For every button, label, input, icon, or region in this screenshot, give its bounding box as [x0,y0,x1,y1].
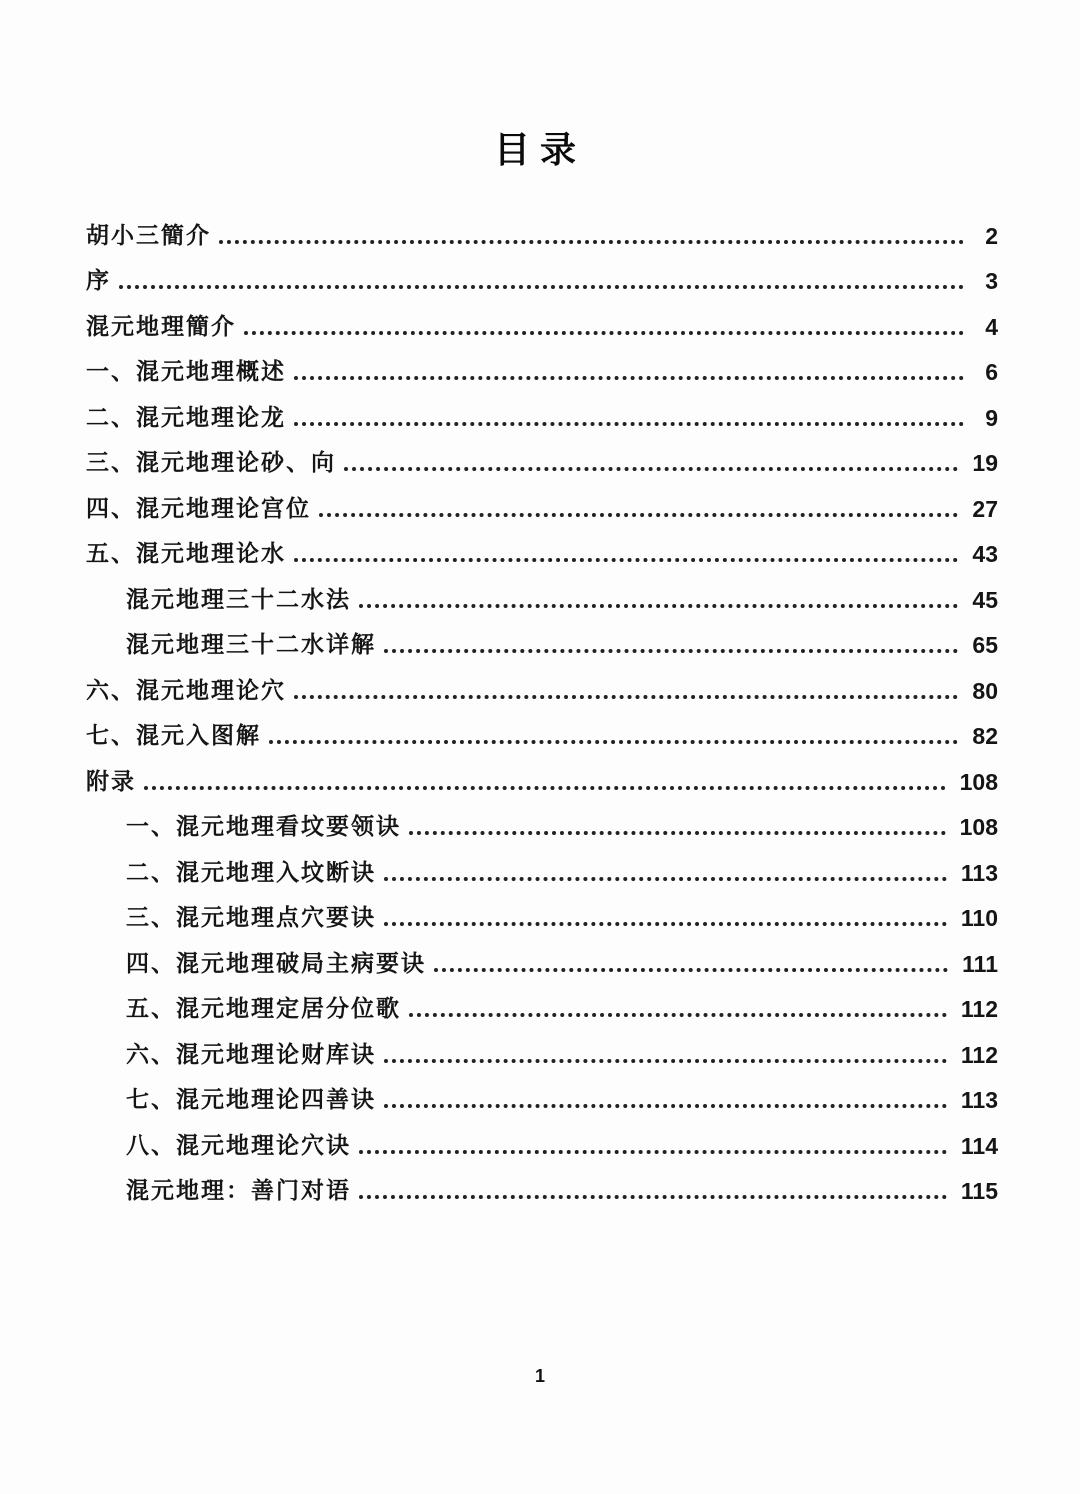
toc-entry-title: 四、混元地理论宫位 [86,495,311,522]
toc-entry [86,1160,998,1206]
toc-leader-dots [409,1013,947,1017]
toc-leader-dots [384,649,958,653]
toc-entry-title: 二、混元地理入坟断诀 [126,859,376,886]
toc-entry [86,341,998,387]
toc-entry-page: 108 [959,768,998,795]
toc-leader-dots [434,968,948,972]
toc-entry [86,841,998,887]
toc-entry [86,1114,998,1160]
toc-entry [86,705,998,751]
toc-leader-dots [294,558,958,562]
toc-leader-dots [244,331,964,335]
toc-leader-dots [384,1104,947,1108]
toc-entry [86,523,998,569]
toc-entry-page: 3 [985,268,998,294]
toc-leader-dots [384,1059,947,1063]
toc-entry [86,477,998,523]
toc-entry [86,204,998,250]
toc-entry-page: 19 [972,450,998,476]
table-of-contents [86,204,998,1205]
toc-entry-page: 115 [960,1178,998,1204]
toc-entry-title: 混元地理三十二水法 [126,586,351,613]
toc-entry-page: 111 [962,950,998,977]
toc-entry-page: 4 [985,313,998,340]
toc-leader-dots [384,922,947,926]
toc-entry-title: 混元地理：善门对语 [126,1178,351,1204]
toc-entry-page: 112 [960,1041,998,1068]
toc-entry [86,568,998,614]
toc-leader-dots [319,513,958,517]
toc-entry-page: 27 [972,495,998,522]
toc-entry-title: 六、混元地理论财库诀 [126,1041,376,1068]
toc-entry-page: 43 [972,541,998,567]
toc-entry-page: 6 [985,359,998,385]
toc-entry-page: 9 [985,404,998,431]
toc-leader-dots [294,422,964,426]
toc-leader-dots [219,240,964,244]
toc-entry-page: 108 [959,814,998,840]
toc-entry-page: 82 [972,723,998,749]
toc-entry [86,432,998,478]
toc-entry [86,932,998,978]
toc-entry [86,1069,998,1115]
toc-entry-title: 三、混元地理论砂、向 [86,450,336,476]
toc-entry [86,750,998,796]
toc-entry-page: 113 [960,1087,998,1113]
toc-leader-dots [384,877,947,881]
toc-leader-dots [294,376,964,380]
toc-entry-page: 110 [960,905,998,931]
toc-entry-title: 胡小三簡介 [86,222,211,249]
toc-entry [86,978,998,1024]
toc-entry-title: 七、混元入图解 [86,723,261,749]
toc-entry-title: 三、混元地理点穴要诀 [126,905,376,931]
toc-leader-dots [269,740,958,744]
page-title: 目录 [493,130,586,171]
toc-entry-title: 序 [86,268,111,294]
toc-entry [86,250,998,296]
toc-leader-dots [409,831,946,835]
toc-leader-dots [144,786,946,790]
toc-entry-page: 2 [985,222,998,249]
toc-entry-title: 一、混元地理看坟要领诀 [126,814,401,840]
toc-entry-title: 六、混元地理论穴 [86,677,286,704]
toc-entry [86,386,998,432]
toc-entry-title: 五、混元地理定居分位歌 [126,996,401,1022]
toc-leader-dots [359,604,958,608]
toc-leader-dots [119,285,964,289]
toc-entry-title: 一、混元地理概述 [86,359,286,385]
toc-entry-page: 45 [972,586,998,613]
toc-entry-page: 113 [960,859,998,886]
toc-entry-title: 七、混元地理论四善诀 [126,1087,376,1113]
toc-entry-page: 80 [972,677,998,704]
toc-entry [86,295,998,341]
page-number: 1 [534,1366,545,1386]
toc-entry [86,887,998,933]
toc-entry-title: 八、混元地理论穴诀 [126,1132,351,1159]
toc-leader-dots [359,1195,947,1199]
toc-entry [86,614,998,660]
toc-entry [86,1023,998,1069]
toc-entry-title: 二、混元地理论龙 [86,404,286,431]
toc-entry-page: 65 [972,632,998,658]
toc-leader-dots [344,467,958,471]
toc-entry [86,659,998,705]
toc-entry-title: 四、混元地理破局主病要诀 [126,950,426,977]
toc-entry-title: 五、混元地理论水 [86,541,286,567]
toc-entry-title: 混元地理三十二水详解 [126,632,376,658]
toc-leader-dots [294,695,958,699]
toc-entry-page: 112 [960,996,998,1022]
toc-leader-dots [359,1150,947,1154]
toc-entry-title: 混元地理簡介 [86,313,236,340]
toc-entry-page: 114 [960,1132,998,1159]
toc-entry-title: 附录 [86,768,136,795]
toc-entry [86,796,998,842]
